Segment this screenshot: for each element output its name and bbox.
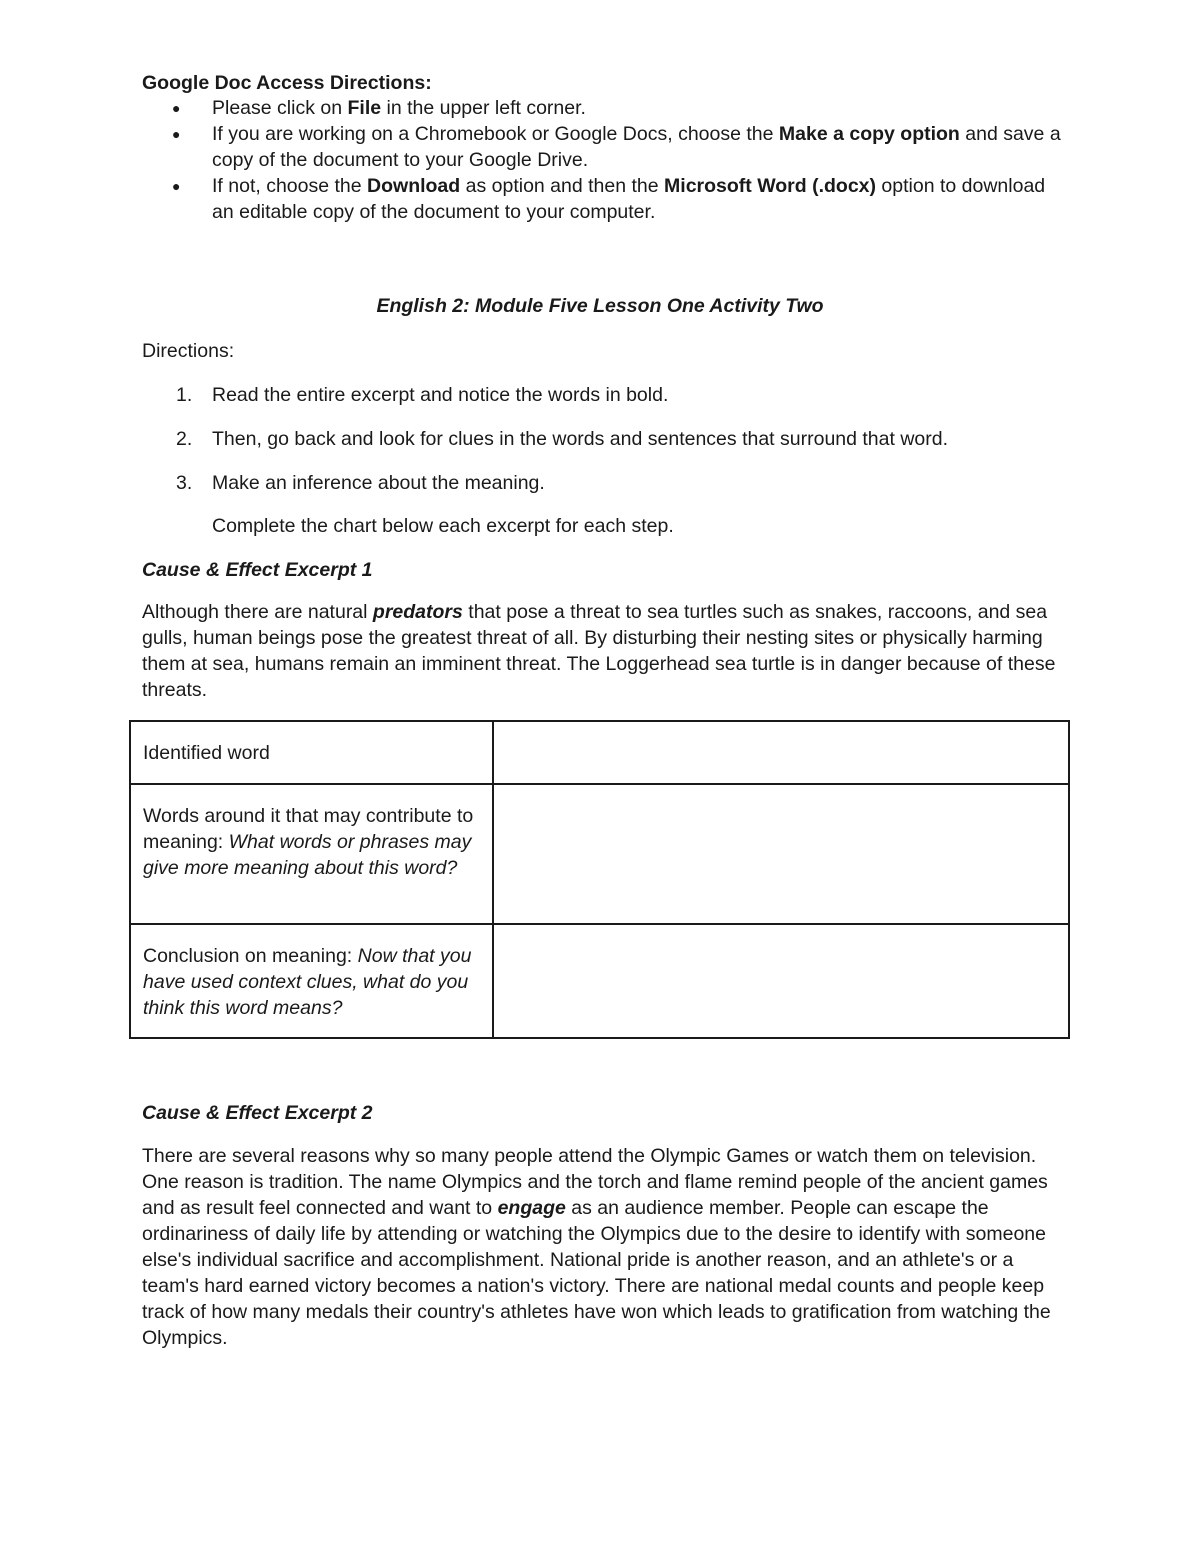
page-title: English 2: Module Five Lesson One Activity Two [376, 295, 824, 317]
bullet-icon: ● [172, 126, 181, 142]
list-item: ● Please click on File in the upper left corner. [172, 97, 586, 119]
step-item: 1. Read the entire excerpt and notice the words in bold. [176, 384, 669, 406]
directions-note: Complete the chart below each excerpt for each step. [212, 515, 674, 537]
keyword-engage: engage [497, 1197, 566, 1219]
excerpt-2-heading: Cause & Effect Excerpt 2 [142, 1102, 373, 1124]
excerpt-2-text: There are several reasons why so many people attend the Olympic Games or watch them on television. One reason is tradition. The name Olympics and the torch and flame remind people of the ancient games and as result feel connected and want to engage as an audience member. People can escape the ordinariness of daily life by attending or watching the Olympics due to the desire to identify with someone else's individual sacrifice and accomplishment. National pride is another reason, and an athlete's or a team's hard earned victory becomes a nation's victory. There are national medal counts and people keep track of how many medals their country's athletes have won which leads to gratification from watching the Olympics. [142, 1145, 1051, 1349]
bullet-icon: ● [172, 100, 181, 116]
context-words-answer-cell[interactable] [493, 784, 1069, 924]
identified-word-answer-cell[interactable] [493, 721, 1069, 784]
bullet-icon: ● [172, 178, 181, 194]
chart-label-cell: Words around it that may contribute to meaning: What words or phrases may give more meaning about this word? [130, 784, 493, 924]
table-row [130, 784, 1069, 924]
list-item: ● If you are working on a Chromebook or Google Docs, choose the Make a copy option and save a copy of the document to your Google Drive. [172, 123, 1061, 171]
conclusion-answer-cell[interactable] [493, 924, 1069, 1038]
directions-steps [142, 382, 1062, 514]
list-item: ● If not, choose the Download as option and then the Microsoft Word (.docx) option to download an editable copy of the document to your computer. [172, 175, 1046, 223]
table-row [130, 721, 1069, 784]
access-directions-list [142, 95, 1062, 225]
chart-label-cell: Conclusion on meaning: Now that you have used context clues, what do you think this word means? [130, 924, 493, 1038]
context-clues-chart [129, 720, 1070, 1039]
chart-label-cell: Identified word [130, 721, 493, 784]
table-row [130, 924, 1069, 1038]
excerpt-1-text: Although there are natural predators that pose a threat to sea turtles such as snakes, raccoons, and sea gulls, human beings pose the greatest threat of all. By disturbing their nesting sites or physically harming them at sea, humans remain an imminent threat. The Loggerhead sea turtle is in danger because of these threats. [142, 601, 1056, 701]
keyword-predators: predators [372, 601, 463, 623]
step-item: 2. Then, go back and look for clues in the words and sentences that surround that word. [176, 428, 949, 450]
access-directions-title: Google Doc Access Directions: [142, 72, 432, 94]
excerpt-1-heading: Cause & Effect Excerpt 1 [142, 559, 373, 581]
step-item: 3. Make an inference about the meaning. [176, 472, 545, 494]
directions-label: Directions: [142, 340, 235, 362]
